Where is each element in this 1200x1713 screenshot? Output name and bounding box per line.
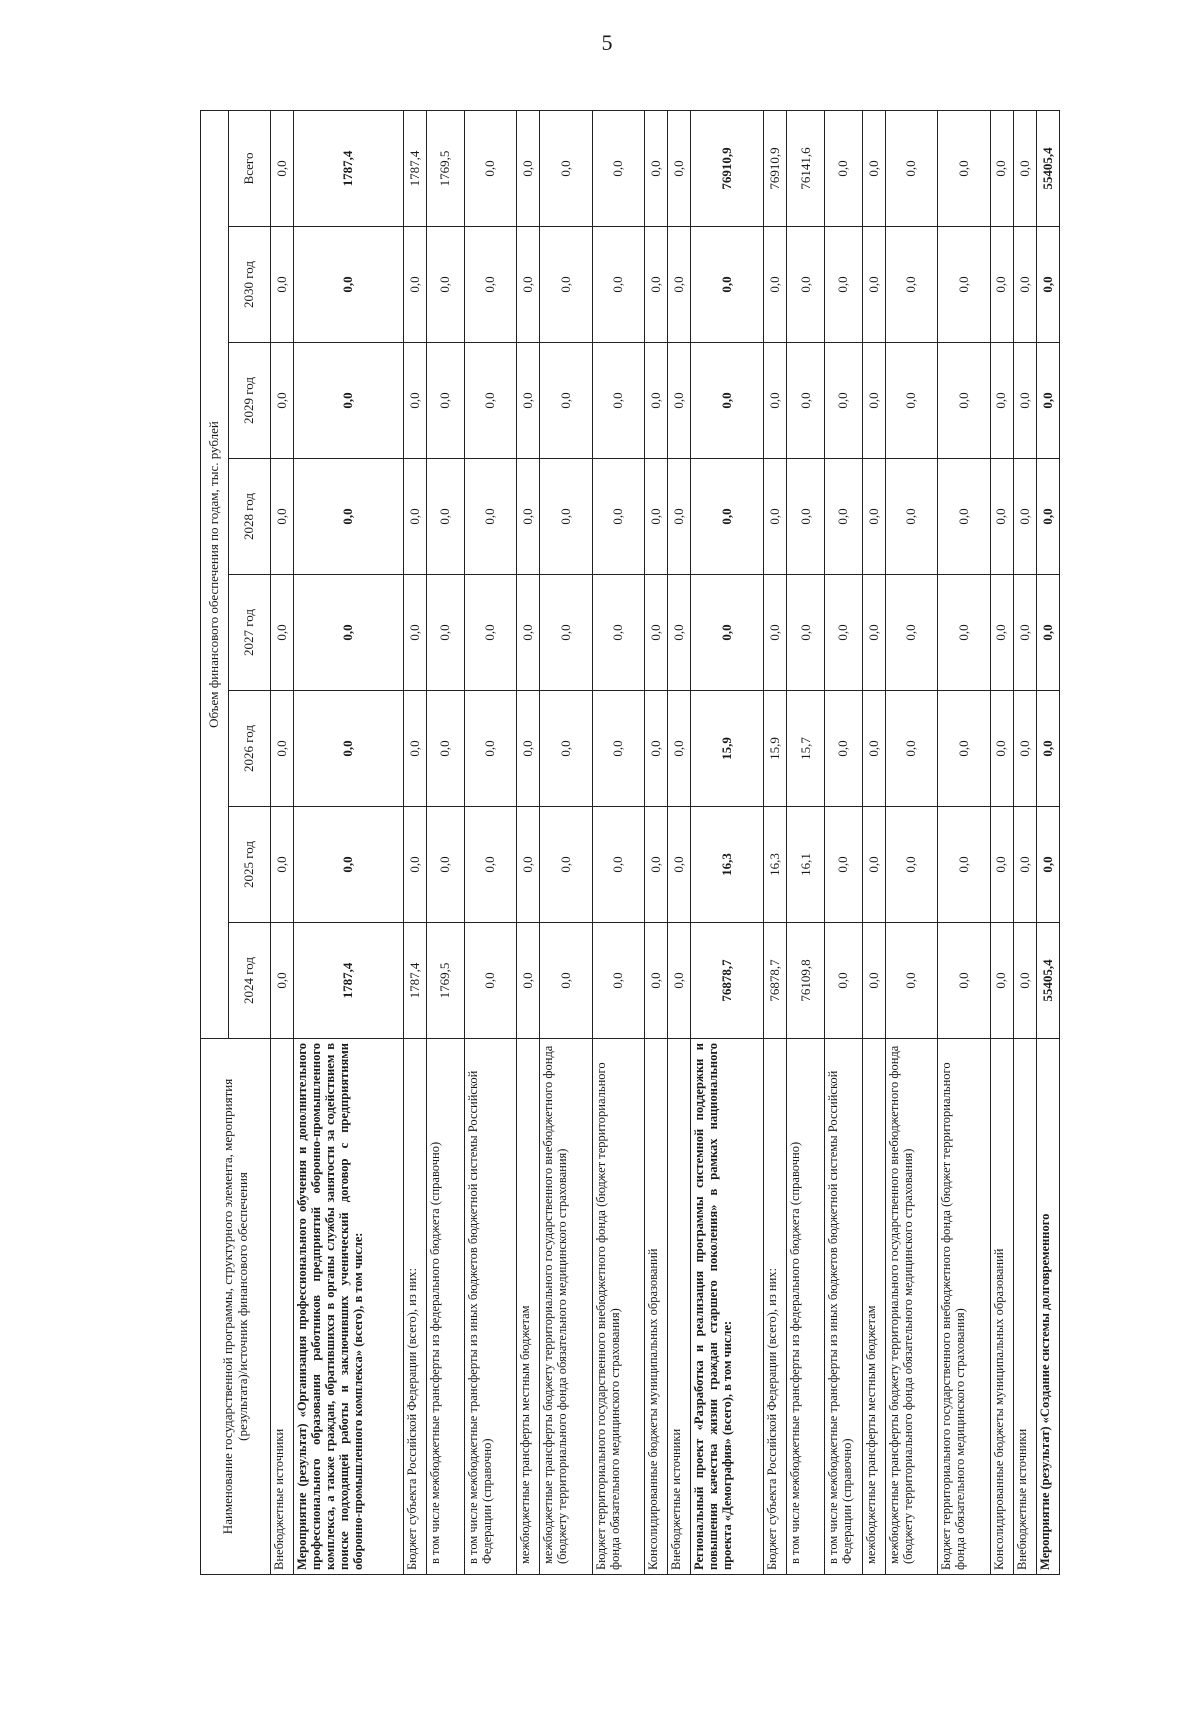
row-value-cell: 0,0: [938, 691, 990, 807]
row-value-cell: 0,0: [938, 459, 990, 575]
row-value-cell: 0,0: [645, 343, 668, 459]
row-value-cell: 0,0: [540, 807, 592, 923]
row-value-cell: 0,0: [862, 807, 885, 923]
row-value-cell: 0,0: [294, 343, 404, 459]
row-value-cell: 0,0: [592, 227, 644, 343]
table-row: [825, 110, 863, 1574]
row-name-cell: в том числе межбюджетные трансферты из федерального бюджета (справочно): [787, 1039, 825, 1575]
row-value-cell: 0,0: [885, 459, 937, 575]
row-value-cell: 0,0: [404, 807, 427, 923]
row-value-cell: 0,0: [862, 923, 885, 1039]
row-value-cell: 0,0: [825, 459, 863, 575]
row-value-cell: 0,0: [825, 923, 863, 1039]
row-value-cell: 0,0: [271, 343, 294, 459]
row-total-cell: 0,0: [885, 110, 937, 226]
table-row: [427, 110, 465, 1574]
row-value-cell: 0,0: [427, 807, 465, 923]
row-name-cell: в том числе межбюджетные трансферты из иных бюджетов бюджетной системы Российской Федерации (справочно): [825, 1039, 863, 1575]
table-row: [691, 110, 764, 1574]
row-value-cell: 0,0: [271, 459, 294, 575]
row-value-cell: 0,0: [517, 691, 540, 807]
row-total-cell: 0,0: [938, 110, 990, 226]
row-value-cell: 0,0: [427, 343, 465, 459]
row-total-cell: 0,0: [517, 110, 540, 226]
row-value-cell: 0,0: [294, 575, 404, 691]
row-value-cell: 1787,4: [404, 923, 427, 1039]
row-value-cell: 0,0: [592, 923, 644, 1039]
row-name-cell: Внебюджетные источники: [1013, 1039, 1036, 1575]
row-value-cell: 0,0: [1036, 227, 1059, 343]
row-value-cell: 16,3: [691, 807, 764, 923]
row-total-cell: 1787,4: [404, 110, 427, 226]
row-value-cell: 0,0: [1013, 923, 1036, 1039]
row-total-cell: 76910,9: [691, 110, 764, 226]
row-value-cell: 0,0: [592, 459, 644, 575]
row-value-cell: 0,0: [540, 575, 592, 691]
row-value-cell: 0,0: [404, 459, 427, 575]
row-value-cell: 0,0: [427, 227, 465, 343]
row-value-cell: 0,0: [1036, 459, 1059, 575]
row-value-cell: 0,0: [464, 691, 516, 807]
table-row: [764, 110, 787, 1574]
row-value-cell: 0,0: [885, 227, 937, 343]
row-value-cell: 0,0: [645, 691, 668, 807]
row-name-cell: Региональный проект «Разработка и реализация программы системной поддержки и повышения качества жизни граждан старшего поколения» в рамках национального проекта «Демография» (всего), в том числе:: [691, 1039, 764, 1575]
row-value-cell: 0,0: [787, 459, 825, 575]
row-value-cell: 0,0: [540, 343, 592, 459]
row-name-cell: межбюджетные трансферты бюджету территориального государственного внебюджетного фонда (бюджету территориального фонда обязательного медицинского страхования): [540, 1039, 592, 1575]
row-value-cell: 0,0: [787, 227, 825, 343]
row-value-cell: 0,0: [294, 691, 404, 807]
row-value-cell: 0,0: [990, 807, 1013, 923]
row-value-cell: 0,0: [645, 923, 668, 1039]
row-value-cell: 0,0: [990, 691, 1013, 807]
row-value-cell: 0,0: [1036, 343, 1059, 459]
row-value-cell: 0,0: [825, 575, 863, 691]
year-header: 2026 год: [229, 691, 271, 807]
row-value-cell: 1769,5: [427, 923, 465, 1039]
row-value-cell: 0,0: [517, 343, 540, 459]
row-value-cell: 0,0: [427, 691, 465, 807]
row-total-cell: 0,0: [464, 110, 516, 226]
row-value-cell: 0,0: [885, 343, 937, 459]
year-header: 2028 год: [229, 459, 271, 575]
row-value-cell: 0,0: [668, 575, 691, 691]
row-name-cell: межбюджетные трансферты местным бюджетам: [862, 1039, 885, 1575]
table-row: [990, 110, 1013, 1574]
table-row: [787, 110, 825, 1574]
row-name-cell: Внебюджетные источники: [271, 1039, 294, 1575]
row-value-cell: 0,0: [668, 227, 691, 343]
row-value-cell: 0,0: [764, 227, 787, 343]
row-value-cell: 0,0: [517, 575, 540, 691]
table-row: [885, 110, 937, 1574]
row-value-cell: 0,0: [885, 691, 937, 807]
row-total-cell: 76910,9: [764, 110, 787, 226]
total-header: Всего: [229, 110, 271, 226]
row-value-cell: 0,0: [540, 459, 592, 575]
row-value-cell: 0,0: [825, 343, 863, 459]
row-total-cell: 0,0: [990, 110, 1013, 226]
row-total-cell: 0,0: [1013, 110, 1036, 226]
row-value-cell: 0,0: [540, 691, 592, 807]
row-value-cell: 0,0: [271, 923, 294, 1039]
row-value-cell: 0,0: [938, 343, 990, 459]
row-value-cell: 0,0: [1013, 575, 1036, 691]
row-value-cell: 0,0: [668, 343, 691, 459]
row-value-cell: 0,0: [691, 575, 764, 691]
row-name-cell: Бюджет территориального государственного внебюджетного фонда (бюджет территориального фонда обязательного медицинского страхования): [592, 1039, 644, 1575]
row-value-cell: 0,0: [668, 807, 691, 923]
row-name-cell: в том числе межбюджетные трансферты из федерального бюджета (справочно): [427, 1039, 465, 1575]
row-value-cell: 0,0: [1036, 807, 1059, 923]
row-value-cell: 0,0: [825, 691, 863, 807]
row-name-cell: Мероприятие (результат) «Создание системы долговременного: [1036, 1039, 1059, 1575]
row-value-cell: 0,0: [990, 227, 1013, 343]
row-value-cell: 0,0: [592, 343, 644, 459]
table-row: [404, 110, 427, 1574]
row-value-cell: 0,0: [464, 807, 516, 923]
row-value-cell: 0,0: [427, 459, 465, 575]
row-value-cell: 0,0: [885, 923, 937, 1039]
row-value-cell: 0,0: [464, 343, 516, 459]
table-row: [464, 110, 516, 1574]
row-value-cell: 0,0: [990, 459, 1013, 575]
row-total-cell: 0,0: [645, 110, 668, 226]
row-value-cell: 0,0: [464, 459, 516, 575]
row-value-cell: 0,0: [464, 227, 516, 343]
row-value-cell: 0,0: [668, 923, 691, 1039]
row-value-cell: 0,0: [990, 343, 1013, 459]
table-row: [592, 110, 644, 1574]
rotated-page-content: [200, 115, 1060, 1575]
row-value-cell: 0,0: [464, 923, 516, 1039]
row-name-cell: межбюджетные трансферты бюджету территориального государственного внебюджетного фонда (бюджету территориального фонда обязательного медицинского страхования): [885, 1039, 937, 1575]
row-value-cell: 0,0: [938, 575, 990, 691]
row-name-cell: Внебюджетные источники: [668, 1039, 691, 1575]
name-column-header: Наименование государственной программы, структурного элемента, мероприятия (результата)/источник финансового обеспечения: [201, 1039, 271, 1575]
row-value-cell: 0,0: [645, 807, 668, 923]
table-row: [540, 110, 592, 1574]
row-name-cell: межбюджетные трансферты местным бюджетам: [517, 1039, 540, 1575]
row-value-cell: 0,0: [592, 691, 644, 807]
row-value-cell: 0,0: [1013, 807, 1036, 923]
row-value-cell: 0,0: [540, 923, 592, 1039]
year-header: 2025 год: [229, 807, 271, 923]
row-value-cell: 0,0: [517, 923, 540, 1039]
row-value-cell: 0,0: [1013, 227, 1036, 343]
row-name-cell: в том числе межбюджетные трансферты из иных бюджетов бюджетной системы Российской Федерации (справочно): [464, 1039, 516, 1575]
row-value-cell: 0,0: [645, 575, 668, 691]
row-name-cell: Бюджет субъекта Российской Федерации (всего), из них:: [764, 1039, 787, 1575]
row-value-cell: 0,0: [787, 343, 825, 459]
row-value-cell: 0,0: [1036, 691, 1059, 807]
row-name-cell: Консолидированные бюджеты муниципальных образований: [645, 1039, 668, 1575]
row-value-cell: 0,0: [1036, 575, 1059, 691]
row-value-cell: 0,0: [1013, 459, 1036, 575]
row-value-cell: 0,0: [294, 227, 404, 343]
row-value-cell: 0,0: [645, 459, 668, 575]
row-value-cell: 0,0: [404, 575, 427, 691]
row-value-cell: 0,0: [938, 923, 990, 1039]
year-header: 2027 год: [229, 575, 271, 691]
row-value-cell: 0,0: [787, 575, 825, 691]
row-value-cell: 0,0: [592, 807, 644, 923]
row-value-cell: 0,0: [517, 459, 540, 575]
row-value-cell: 0,0: [404, 227, 427, 343]
row-value-cell: 15,9: [691, 691, 764, 807]
financing-volume-header: Объем финансового обеспечения по годам, тыс. рублей: [201, 110, 229, 1038]
row-value-cell: 15,7: [787, 691, 825, 807]
row-total-cell: 55405,4: [1036, 110, 1059, 226]
row-value-cell: 0,0: [271, 691, 294, 807]
page-number: 5: [601, 30, 613, 55]
row-value-cell: 0,0: [271, 575, 294, 691]
row-value-cell: 16,3: [764, 807, 787, 923]
row-value-cell: 0,0: [990, 575, 1013, 691]
row-value-cell: 76878,7: [764, 923, 787, 1039]
row-value-cell: 0,0: [691, 459, 764, 575]
row-total-cell: 1769,5: [427, 110, 465, 226]
row-value-cell: 0,0: [691, 227, 764, 343]
row-value-cell: 0,0: [764, 459, 787, 575]
row-value-cell: 0,0: [271, 807, 294, 923]
row-value-cell: 0,0: [404, 343, 427, 459]
table-row: [1036, 110, 1059, 1574]
row-value-cell: 0,0: [825, 227, 863, 343]
table-row: [668, 110, 691, 1574]
row-value-cell: 0,0: [294, 807, 404, 923]
row-total-cell: 76141,6: [787, 110, 825, 226]
row-value-cell: 76109,8: [787, 923, 825, 1039]
row-value-cell: 1787,4: [294, 923, 404, 1039]
row-name-cell: Бюджет территориального государственного внебюджетного фонда (бюджет территориального фонда обязательного медицинского страхования): [938, 1039, 990, 1575]
row-value-cell: 0,0: [271, 227, 294, 343]
row-value-cell: 0,0: [862, 575, 885, 691]
row-value-cell: 0,0: [691, 343, 764, 459]
row-value-cell: 0,0: [764, 575, 787, 691]
row-value-cell: 0,0: [885, 807, 937, 923]
row-value-cell: 0,0: [427, 575, 465, 691]
row-value-cell: 0,0: [294, 459, 404, 575]
row-value-cell: 0,0: [668, 691, 691, 807]
row-value-cell: 0,0: [1013, 343, 1036, 459]
table-row: [294, 110, 404, 1574]
row-value-cell: 0,0: [668, 459, 691, 575]
row-value-cell: 0,0: [862, 343, 885, 459]
row-total-cell: 1787,4: [294, 110, 404, 226]
financing-table: [200, 110, 1060, 1575]
row-total-cell: 0,0: [592, 110, 644, 226]
row-value-cell: 0,0: [540, 227, 592, 343]
year-header: 2030 год: [229, 227, 271, 343]
row-value-cell: 0,0: [404, 691, 427, 807]
table-row: [938, 110, 990, 1574]
row-value-cell: 0,0: [938, 227, 990, 343]
row-total-cell: 0,0: [540, 110, 592, 226]
row-name-cell: Консолидированные бюджеты муниципальных образований: [990, 1039, 1013, 1575]
row-value-cell: 55405,4: [1036, 923, 1059, 1039]
row-value-cell: 0,0: [862, 691, 885, 807]
row-value-cell: 0,0: [938, 807, 990, 923]
row-value-cell: 0,0: [862, 459, 885, 575]
year-header: 2029 год: [229, 343, 271, 459]
table-row: [517, 110, 540, 1574]
row-value-cell: 0,0: [825, 807, 863, 923]
row-value-cell: 0,0: [517, 807, 540, 923]
row-value-cell: 15,9: [764, 691, 787, 807]
row-value-cell: 0,0: [862, 227, 885, 343]
row-total-cell: 0,0: [862, 110, 885, 226]
row-value-cell: 0,0: [645, 227, 668, 343]
table-row: [271, 110, 294, 1574]
row-total-cell: 0,0: [271, 110, 294, 226]
table-row: [1013, 110, 1036, 1574]
row-value-cell: 0,0: [1013, 691, 1036, 807]
row-name-cell: Мероприятие (результат) «Организация профессионального обучения и дополнительного профессионального образования работников предприятий оборонно-промышленного комплекса, а также граждан, обратившихся в органы службы занятости за содействием в поиске подходящей работы и заключивших ученический договор с предприятиями оборонно-промышленного комплекса» (всего), в том числе:: [294, 1039, 404, 1575]
row-value-cell: 0,0: [885, 575, 937, 691]
year-header: 2024 год: [229, 923, 271, 1039]
row-name-cell: Бюджет субъекта Российской Федерации (всего), из них:: [404, 1039, 427, 1575]
row-value-cell: 0,0: [464, 575, 516, 691]
row-total-cell: 0,0: [825, 110, 863, 226]
table-body: [271, 110, 1060, 1574]
row-value-cell: 0,0: [592, 575, 644, 691]
row-total-cell: 0,0: [668, 110, 691, 226]
row-value-cell: 0,0: [764, 343, 787, 459]
table-row: [862, 110, 885, 1574]
row-value-cell: 0,0: [990, 923, 1013, 1039]
table-row: [645, 110, 668, 1574]
row-value-cell: 16,1: [787, 807, 825, 923]
row-value-cell: 0,0: [517, 227, 540, 343]
row-value-cell: 76878,7: [691, 923, 764, 1039]
